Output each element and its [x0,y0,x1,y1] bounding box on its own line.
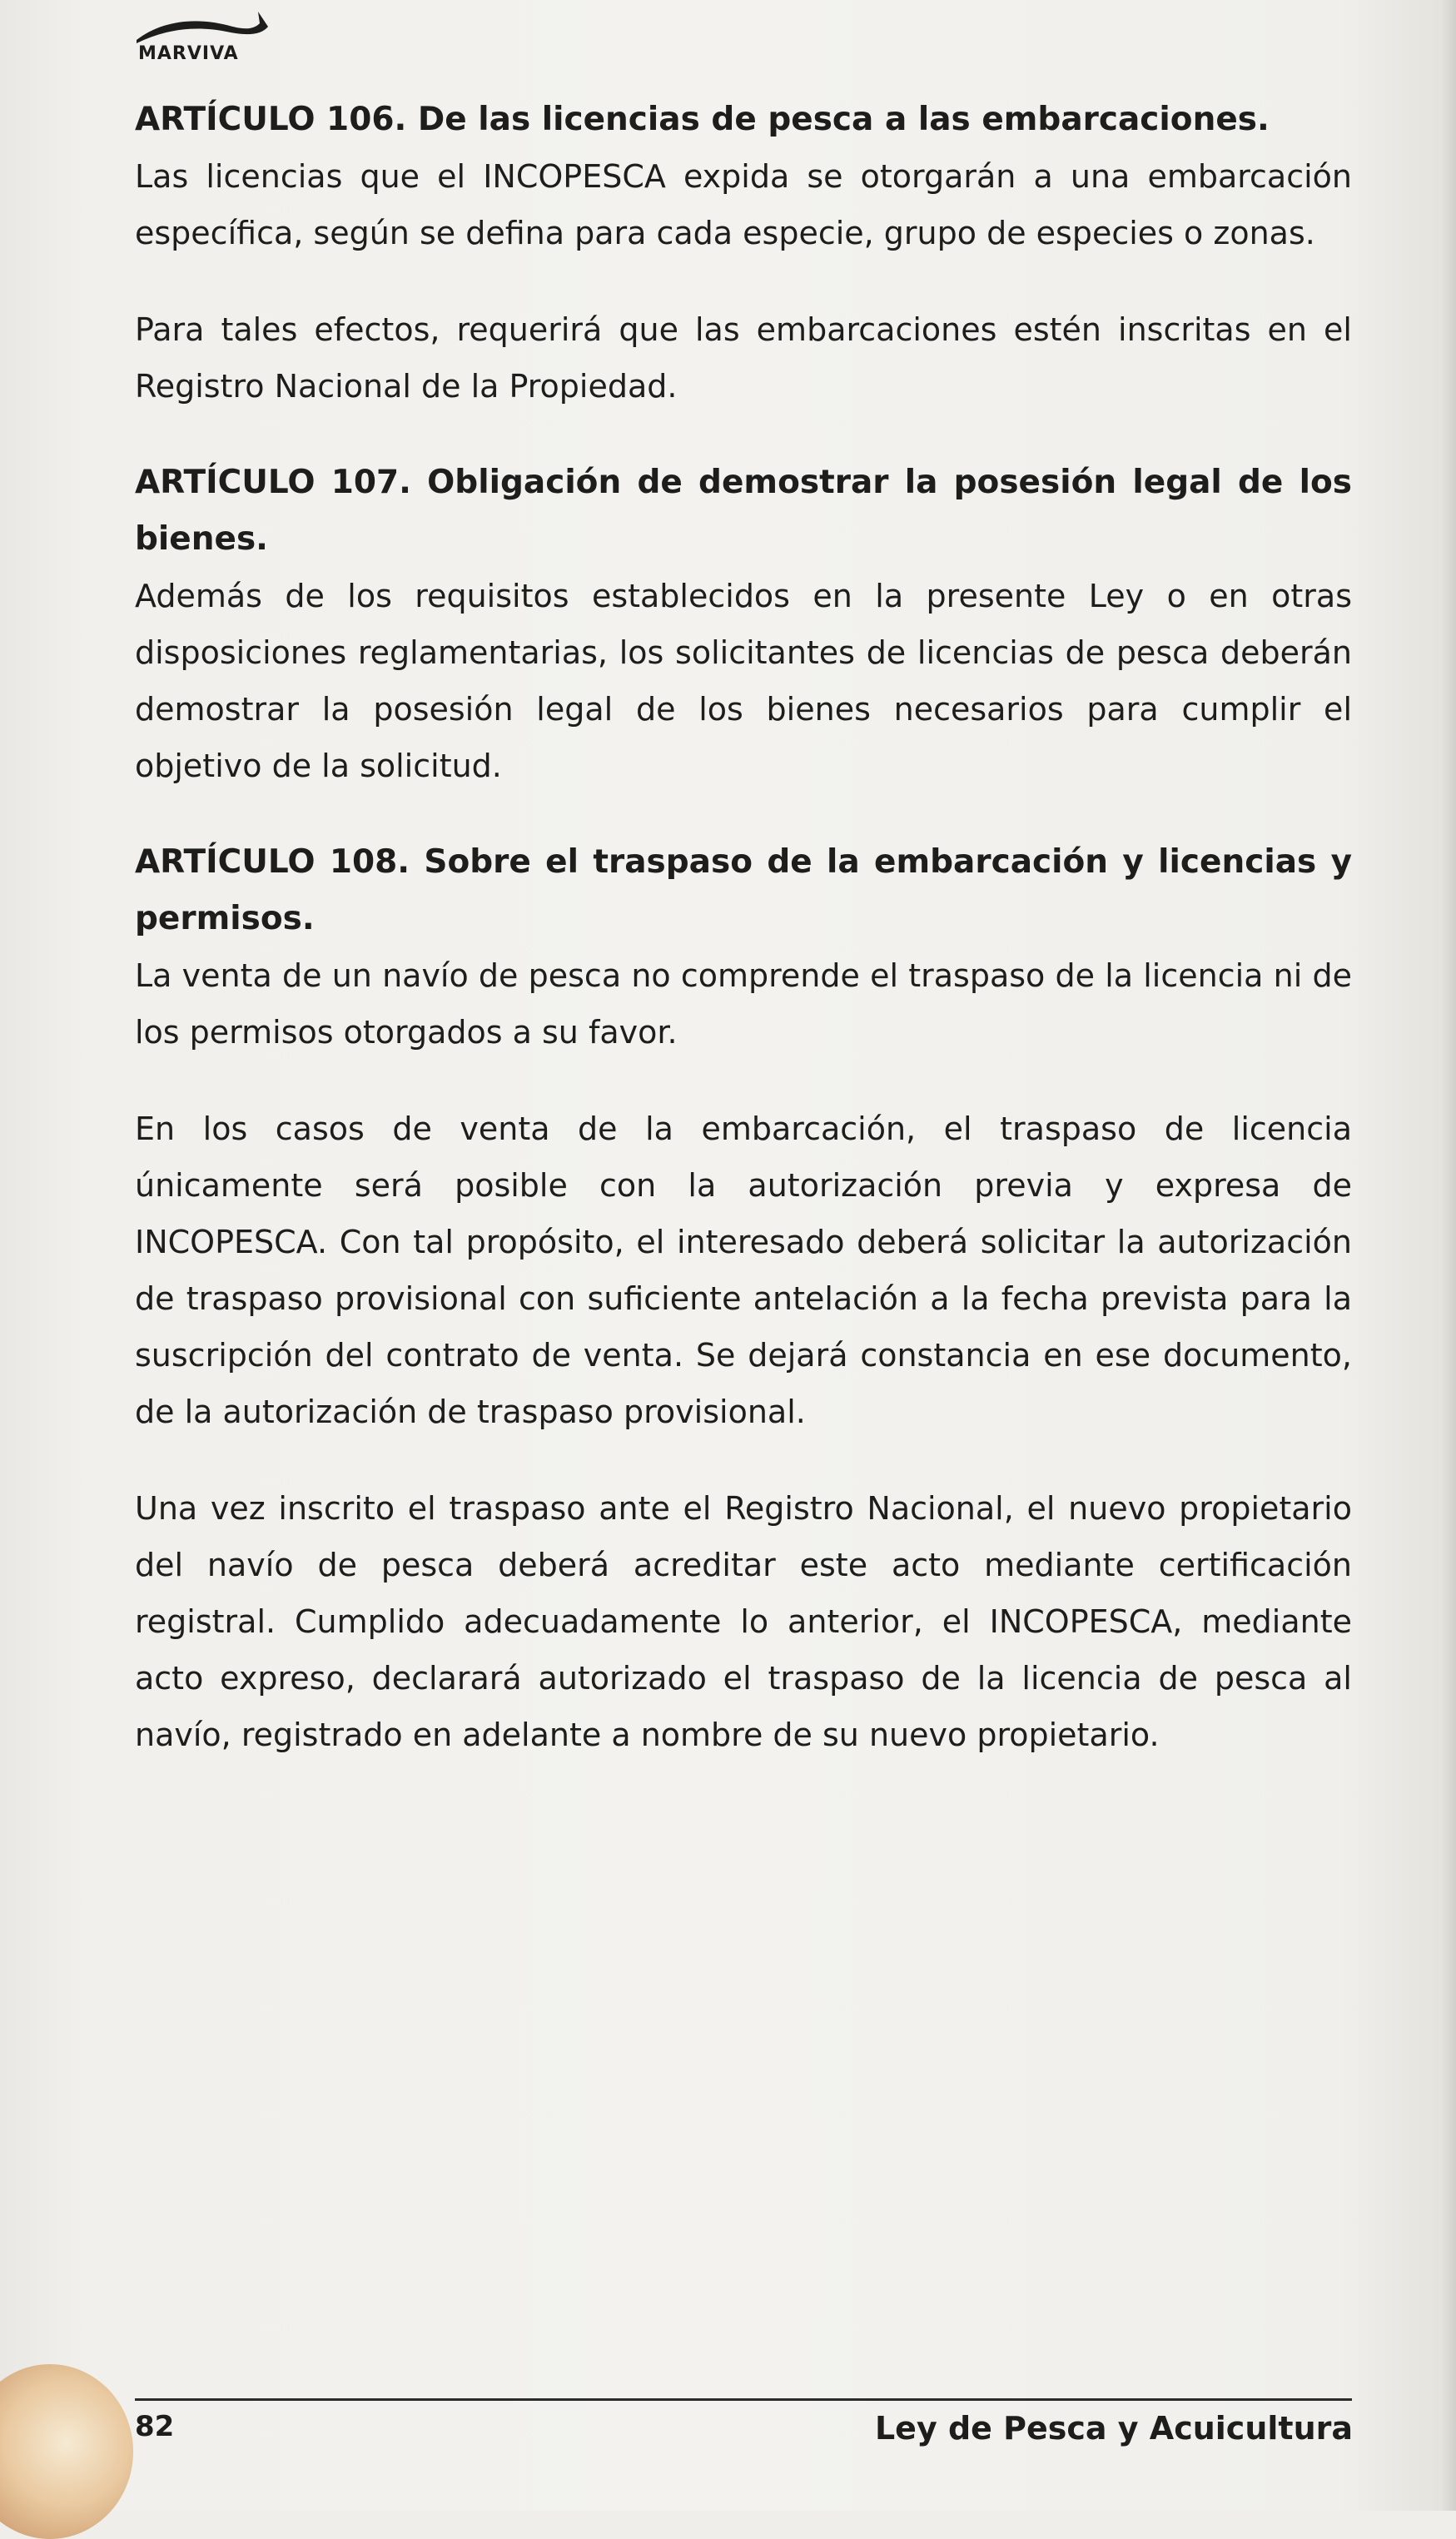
article-108 [135,834,1352,1763]
page-number: 82 [135,2410,175,2443]
logo-wordmark: MARVIVA [138,43,239,64]
page-content [135,92,1352,1763]
article-paragraph: En los casos de venta de la embarcación, el traspaso de licencia únicamente será posible con la autorización previa y expresa de INCOPESCA. Con tal propósito, el interesado deberá solicitar la autorización de traspaso provisional con suficiente antelación a la fecha prevista para la suscripción del contrato de venta. Se dejará constancia en ese documento, de la autorización de traspaso provisional. [135,1111,1352,1430]
article-106 [135,92,1352,415]
article-heading: ARTÍCULO 106. De las licencias de pesca a las embarcaciones. [135,101,1270,138]
book-title: Ley de Pesca y Acuicultura [874,2410,1353,2447]
thumb-shadow [0,2364,133,2539]
marviva-logo [135,7,301,67]
article-107 [135,455,1352,794]
article-heading: ARTÍCULO 107. Obligación de demostrar la posesión legal de los bienes. [135,464,1352,558]
footer-divider [135,2398,1352,2401]
article-paragraph: Las licencias que el INCOPESCA expida se otorgarán a una embarcación específica, según se defina para cada especie, grupo de especies o zonas. [135,158,1352,251]
wave-logo-icon [135,7,301,48]
article-paragraph: Para tales efectos, requerirá que las embarcaciones estén inscritas en el Registro Nacional de la Propiedad. [135,311,1352,405]
page-edge-shadow [1441,0,1456,2511]
article-heading: ARTÍCULO 108. Sobre el traspaso de la embarcación y licencias y permisos. [135,843,1352,937]
article-paragraph: La venta de un navío de pesca no comprende el traspaso de la licencia ni de los permisos otorgados a su favor. [135,957,1352,1051]
article-paragraph: Además de los requisitos establecidos en la presente Ley o en otras disposiciones reglamentarias, los solicitantes de licencias de pesca deberán demostrar la posesión legal de los bienes necesarios para cumplir el objetivo de la solicitud. [135,578,1352,784]
article-paragraph: Una vez inscrito el traspaso ante el Registro Nacional, el nuevo propietario del navío de pesca deberá acreditar este acto mediante certificación registral. Cumplido adecuadamente lo anterior, el INCOPESCA, mediante acto expreso, declarará autorizado el traspaso de la licencia de pesca al navío, registrado en adelante a nombre de su nuevo propietario. [135,1490,1352,1753]
